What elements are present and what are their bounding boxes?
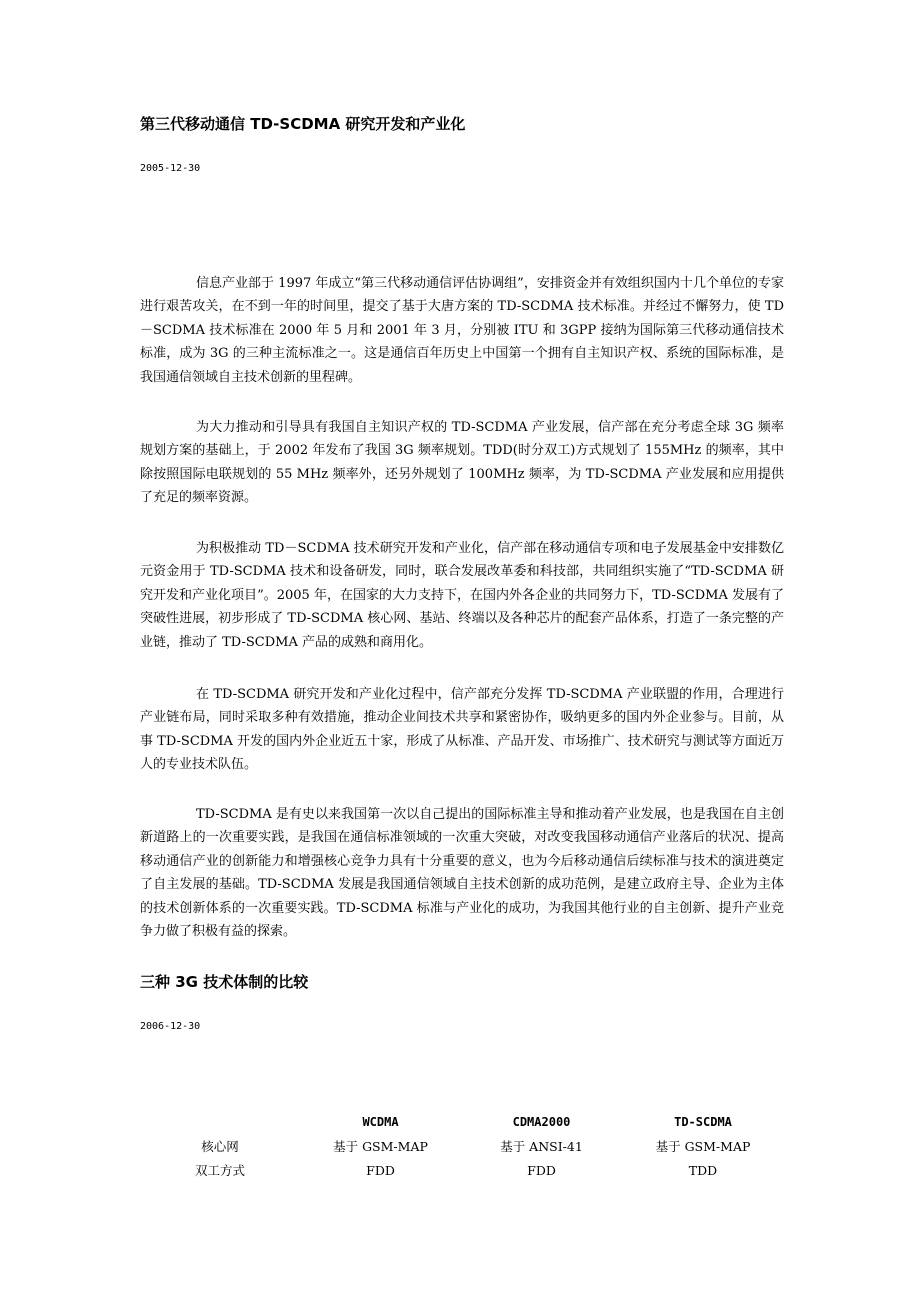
- table-cell: 基于 ANSI-41: [500, 1139, 583, 1154]
- table-header-cell: CDMA2000: [512, 1115, 571, 1129]
- article-1-paragraph-3: 为积极推动 TD－SCDMA 技术研究开发和产业化，信产部在移动通信专项和电子发展基金中安排数亿元资金用于 TD-SCDMA 技术和设备研发，同时，联合发展改革委和科技部，共同组织实施了“TD-SCDMA 研究开发和产业化项目”。2005 年，在国家的大力支持下，在国内外各企业的共同努力下，TD-SCDMA 发展有了突破性进展，初步形成了 TD-SCDMA 核心网、基站、终端以及各种芯片的配套产品体系，打造了一条完整的产业链，推动了 TD-SCDMA 产品的成熟和商用化。: [140, 541, 784, 650]
- table-header-row: [140, 1110, 784, 1134]
- article-1-paragraph-4: 在 TD-SCDMA 研究开发和产业化过程中，信产部充分发挥 TD-SCDMA 产业联盟的作用，合理进行产业链布局，同时采取多种有效措施，推动企业间技术共享和紧密协作，吸纳更多的国内外企业参与。目前，从事 TD-SCDMA 开发的国内外企业近五十家，形成了从标准、产品开发、市场推广、技术研究与测试等方面近万人的专业技术队伍。: [140, 687, 784, 773]
- table-row-label: 双工方式: [194, 1163, 245, 1178]
- table-cell: TDD: [688, 1162, 718, 1178]
- table-cell: FDD: [366, 1162, 395, 1178]
- table-header-cell: WCDMA: [362, 1115, 399, 1129]
- article-2-title: 三种 3G 技术体制的比较: [140, 973, 309, 991]
- table-cell: 基于 GSM-MAP: [655, 1139, 751, 1154]
- article-2-date: 2006-12-30: [140, 1021, 201, 1032]
- table-header-cell: [140, 1110, 300, 1134]
- table-row-label: 核心网: [201, 1139, 239, 1154]
- table-cell: FDD: [527, 1162, 556, 1178]
- table-row: [140, 1134, 784, 1158]
- article-1-title: 第三代移动通信 TD-SCDMA 研究开发和产业化: [140, 115, 466, 133]
- article-1-paragraph-5: TD-SCDMA 是有史以来我国第一次以自己提出的国际标准主导和推动着产业发展，也是我国在自主创新道路上的一次重要实践，是我国在通信标准领域的一次重大突破，对改变我国移动通信产业落后的状况、提高移动通信产业的创新能力和增强核心竞争力具有十分重要的意义，也为今后移动通信后续标准与技术的演进奠定了自主发展的基础。TD-SCDMA 发展是我国通信领域自主技术创新的成功范例，是建立政府主导、企业为主体的技术创新体系的一次重要实践。TD-SCDMA 标准与产业化的成功，为我国其他行业的自主创新、提升产业竞争力做了积极有益的探索。: [140, 807, 784, 940]
- table-header-cell: TD-SCDMA: [674, 1115, 732, 1129]
- comparison-table: [140, 1110, 784, 1182]
- article-1-paragraph-2: 为大力推动和引导具有我国自主知识产权的 TD-SCDMA 产业发展，信产部在充分考虑全球 3G 频率规划方案的基础上，于 2002 年发布了我国 3G 频率规划。TDD(时分双工)方式规划了 155MHz 的频率，其中除按照国际电联规划的 55 MHz 频率外，还另外规划了 100MHz 频率，为 TD-SCDMA 产业发展和应用提供了充足的频率资源。: [140, 420, 784, 506]
- article-1-date: 2005-12-30: [140, 163, 201, 174]
- table-row: [140, 1158, 784, 1182]
- table-cell: 基于 GSM-MAP: [333, 1139, 428, 1154]
- article-1-paragraph-1: 信息产业部于 1997 年成立“第三代移动通信评估协调组”，安排资金并有效组织国内十几个单位的专家进行艰苦攻关，在不到一年的时间里，提交了基于大唐方案的 TD-SCDMA 技术标准。并经过不懈努力，使 TD－SCDMA 技术标准在 2000 年 5 月和 2001 年 3 月，分别被 ITU 和 3GPP 接纳为国际第三代移动通信技术标准，成为 3G 的三种主流标准之一。这是通信百年历史上中国第一个拥有自主知识产权、系统的国际标准，是我国通信领域自主技术创新的里程碑。: [140, 276, 784, 385]
